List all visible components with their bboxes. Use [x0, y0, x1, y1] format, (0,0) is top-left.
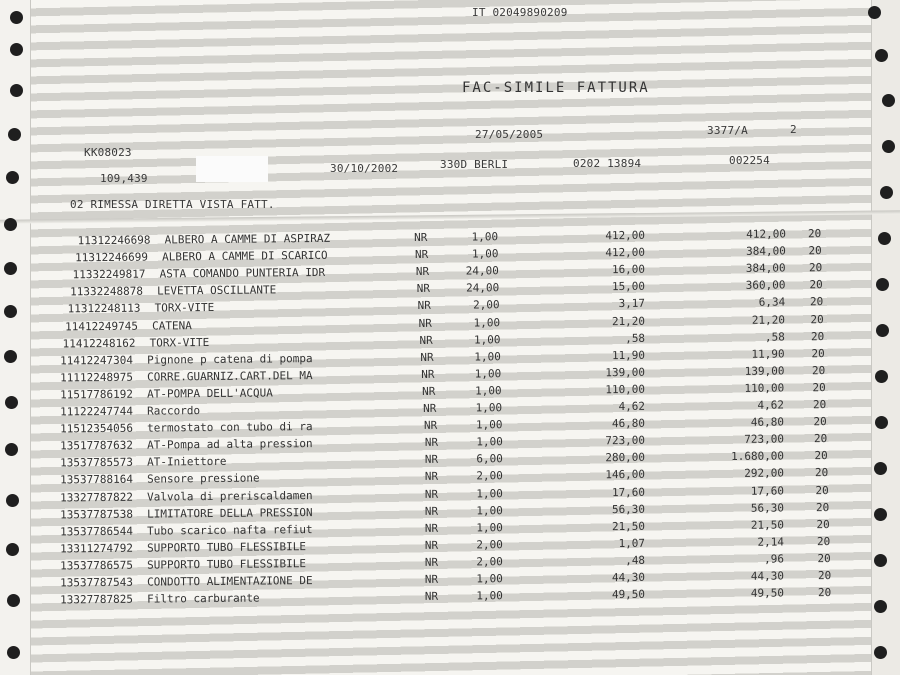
item-price: 56,30	[611, 502, 646, 516]
item-quantity: 2,00	[476, 469, 503, 483]
item-vat: 20	[817, 551, 831, 566]
item-quantity: 1,00	[476, 589, 503, 603]
item-quantity: 1,00	[475, 418, 503, 432]
item-code: 13327787825	[59, 592, 133, 607]
item-unit: NR	[418, 316, 432, 330]
item-vat: 20	[811, 346, 825, 360]
item-price: 11,90	[611, 348, 646, 362]
item-unit: NR	[421, 367, 435, 381]
item-description: Tubo scarico nafta refiut	[146, 522, 313, 538]
item-description: TORX-VITE	[154, 301, 215, 315]
feed-hole	[875, 370, 888, 383]
item-total: 384,00	[746, 244, 786, 258]
item-vat: 20	[807, 227, 822, 241]
item-quantity: 24,00	[465, 264, 499, 278]
item-unit: NR	[419, 333, 433, 347]
item-price: 412,00	[605, 228, 646, 243]
feed-hole	[10, 84, 23, 97]
item-quantity: 1,00	[473, 332, 501, 347]
item-total: 1.680,00	[730, 449, 785, 464]
item-total: 17,60	[750, 483, 785, 498]
item-total: 412,00	[746, 227, 787, 241]
item-price: ,58	[625, 331, 646, 345]
feed-hole	[4, 218, 17, 231]
item-unit: NR	[424, 435, 439, 450]
item-price: 139,00	[605, 365, 646, 379]
item-code: 13537785573	[59, 456, 133, 470]
item-description: Sensore pressione	[146, 471, 260, 486]
item-code: 13537787543	[59, 575, 133, 590]
item-vat: 20	[813, 432, 828, 446]
reference-code: KK08023	[84, 146, 132, 159]
feed-hole	[874, 462, 887, 475]
item-description: TORX-VITE	[149, 335, 210, 350]
item-quantity: 2,00	[476, 555, 503, 569]
item-total: ,96	[764, 552, 785, 566]
item-unit: NR	[414, 247, 429, 262]
item-vat: 20	[809, 278, 823, 292]
item-unit: NR	[424, 453, 439, 467]
item-total: ,58	[764, 330, 785, 344]
item-description: Filtro carburante	[146, 591, 260, 606]
item-vat: 20	[810, 329, 825, 343]
item-unit: NR	[424, 521, 439, 535]
item-price: 17,60	[611, 485, 646, 499]
item-code: 11332249817	[72, 267, 146, 282]
item-vat: 20	[810, 312, 824, 326]
feed-hole	[7, 646, 20, 659]
item-unit: NR	[413, 230, 428, 245]
item-quantity: 2,00	[476, 537, 503, 552]
item-code: 11517786192	[59, 387, 133, 402]
item-quantity: 1,00	[475, 401, 503, 415]
feed-hole	[876, 278, 889, 291]
item-description: CONDOTTO ALIMENTAZIONE DE	[146, 573, 313, 589]
feed-hole	[4, 262, 17, 275]
item-vat: 20	[811, 363, 826, 378]
item-price: 412,00	[605, 245, 646, 260]
item-total: 56,30	[750, 501, 785, 515]
item-code: 11312246698	[77, 233, 151, 248]
item-unit: NR	[422, 384, 436, 398]
item-description: Valvola di preriscaldamen	[146, 488, 313, 504]
item-total: 44,30	[750, 569, 785, 583]
item-total: 21,50	[750, 518, 785, 532]
feed-hole	[8, 128, 21, 141]
item-total: 2,14	[757, 535, 785, 549]
item-unit: NR	[415, 265, 430, 279]
item-price: 15,00	[611, 280, 646, 294]
registration-date: 30/10/2002	[330, 162, 399, 175]
item-vat: 20	[814, 466, 829, 480]
document-date: 27/05/2005	[475, 128, 544, 141]
item-quantity: 1,00	[473, 315, 501, 329]
item-quantity: 2,00	[473, 298, 500, 312]
item-vat: 20	[812, 380, 826, 395]
item-price: 280,00	[605, 451, 646, 465]
vat-number: IT 02049890209	[472, 6, 568, 19]
item-vat: 20	[815, 483, 829, 497]
feed-hole	[868, 6, 881, 19]
item-total: 46,80	[750, 415, 785, 429]
item-vat: 20	[816, 517, 830, 531]
item-description: ALBERO A CAMME DI ASPIRAZ	[164, 231, 331, 247]
feed-hole	[6, 171, 19, 184]
item-quantity: 1,00	[474, 349, 501, 364]
item-description: SUPPORTO TUBO FLESSIBILE	[146, 556, 307, 572]
item-price: 110,00	[605, 382, 646, 397]
feed-hole	[5, 396, 18, 409]
item-description: Pignone p catena di pompa	[146, 351, 313, 367]
item-description: AT-Pompa ad alta pression	[146, 437, 313, 452]
item-quantity: 1,00	[476, 486, 503, 500]
item-code: 13327787822	[59, 490, 133, 504]
order-number: 002254	[729, 154, 770, 167]
feed-hole	[874, 646, 887, 659]
item-price: 21,50	[611, 519, 646, 533]
item-quantity: 1,00	[476, 520, 503, 535]
feed-hole	[875, 49, 888, 62]
item-total: 110,00	[744, 381, 785, 395]
item-unit: NR	[424, 555, 439, 569]
item-description: Raccordo	[146, 404, 201, 418]
item-description: ALBERO A CAMME DI SCARICO	[161, 248, 328, 264]
item-price: 723,00	[605, 433, 646, 448]
item-total: 360,00	[745, 278, 786, 293]
item-vat: 20	[809, 295, 824, 309]
item-code: 13311274792	[59, 541, 133, 556]
item-unit: NR	[424, 487, 439, 501]
feed-hole	[878, 232, 891, 245]
item-unit: NR	[422, 401, 437, 415]
item-description: CORRE.GUARNIZ.CART.DEL MA	[146, 368, 313, 384]
item-quantity: 6,00	[476, 452, 503, 466]
item-quantity: 1,00	[471, 230, 499, 244]
item-unit: NR	[420, 350, 434, 364]
item-price: 3,17	[618, 297, 646, 311]
item-price: 21,20	[611, 314, 646, 328]
feed-hole	[876, 324, 889, 337]
item-code: 11412249745	[64, 319, 138, 333]
mileage: 109,439	[100, 172, 148, 185]
phone-number: 0202 13894	[573, 157, 642, 170]
vehicle-model: 330D BERLI	[440, 158, 509, 171]
feed-hole	[882, 140, 895, 153]
item-price: 46,80	[611, 416, 646, 431]
feed-hole	[875, 416, 888, 429]
item-description: SUPPORTO TUBO FLESSIBILE	[146, 539, 307, 555]
feed-hole	[6, 494, 19, 507]
item-code: 11512354056	[59, 421, 133, 436]
item-code: 11312246699	[74, 250, 148, 265]
item-description: ASTA COMANDO PUNTERIA IDR	[159, 266, 326, 281]
item-code: 11412247304	[59, 353, 133, 368]
item-vat: 20	[808, 261, 823, 275]
item-quantity: 1,00	[471, 247, 499, 261]
item-vat: 20	[816, 534, 831, 548]
item-vat: 20	[812, 398, 827, 412]
item-total: 4,62	[757, 398, 785, 412]
item-code: 13537787538	[59, 507, 133, 522]
item-unit: NR	[423, 418, 438, 433]
item-total: 139,00	[744, 364, 785, 378]
item-price: 146,00	[605, 468, 646, 482]
item-code: 11312248113	[67, 302, 141, 316]
item-code: 11332248878	[69, 284, 143, 299]
feed-hole	[874, 600, 887, 613]
feed-hole	[880, 186, 893, 199]
item-description: LEVETTA OSCILLANTE	[156, 283, 277, 298]
item-quantity: 1,00	[476, 435, 503, 449]
item-description: AT-POMPA DELL'ACQUA	[146, 386, 273, 401]
item-description: AT-Iniettore	[146, 455, 227, 469]
item-price: ,48	[625, 553, 646, 567]
item-total: 723,00	[744, 432, 785, 447]
item-vat: 20	[808, 244, 822, 258]
item-price: 44,30	[611, 570, 646, 585]
item-price: 4,62	[618, 399, 646, 414]
item-unit: NR	[416, 282, 431, 296]
document-title: FAC-SIMILE FATTURA	[462, 80, 650, 96]
item-quantity: 1,00	[474, 366, 502, 381]
feed-hole	[882, 94, 895, 107]
item-vat: 20	[814, 449, 828, 463]
item-total: 49,50	[750, 586, 785, 600]
item-code: 13517787632	[59, 438, 133, 453]
item-vat: 20	[817, 569, 832, 583]
item-code: 11122247744	[59, 404, 133, 419]
paper-fold	[0, 210, 900, 223]
item-code: 13537786575	[59, 558, 133, 573]
item-total: 11,90	[751, 347, 785, 361]
item-unit: NR	[417, 299, 431, 313]
item-quantity: 1,00	[476, 572, 503, 586]
item-code: 13537788164	[59, 473, 133, 487]
item-unit: NR	[424, 504, 439, 518]
item-vat: 20	[813, 415, 827, 429]
item-price: 16,00	[611, 262, 646, 277]
item-quantity: 1,00	[475, 384, 502, 398]
item-description: termostato con tubo di ra	[146, 420, 313, 435]
item-code: 11412248162	[62, 336, 136, 350]
item-description: CATENA	[151, 318, 192, 333]
item-code: 11112248975	[59, 370, 133, 385]
feed-hole	[4, 350, 17, 363]
feed-hole	[6, 543, 19, 556]
item-unit: NR	[424, 470, 439, 484]
feed-hole	[10, 43, 23, 56]
item-total: 384,00	[745, 261, 786, 276]
item-unit: NR	[424, 572, 439, 586]
item-quantity: 24,00	[466, 281, 500, 295]
feed-hole	[10, 11, 23, 24]
item-description: LIMITATORE DELLA PRESSION	[146, 505, 313, 521]
payment-note: 02 RIMESSA DIRETTA VISTA FATT.	[70, 198, 275, 211]
feed-hole	[5, 443, 18, 456]
feed-hole	[4, 305, 17, 318]
item-code: 13537786544	[59, 524, 133, 539]
item-unit: NR	[424, 538, 439, 552]
feed-hole	[874, 508, 887, 521]
item-price: 49,50	[611, 587, 646, 602]
item-price: 1,07	[618, 536, 646, 550]
item-total: 6,34	[758, 295, 786, 310]
item-quantity: 1,00	[476, 503, 503, 518]
page-number: 2	[790, 123, 797, 136]
document-number: 3377/A	[707, 124, 748, 137]
feed-hole	[874, 554, 887, 567]
redacted-field	[196, 156, 268, 182]
feed-hole	[7, 594, 20, 607]
item-total: 292,00	[744, 466, 785, 481]
item-total: 21,20	[751, 312, 786, 327]
item-vat: 20	[817, 586, 832, 600]
item-unit: NR	[424, 589, 439, 604]
item-vat: 20	[815, 500, 830, 514]
